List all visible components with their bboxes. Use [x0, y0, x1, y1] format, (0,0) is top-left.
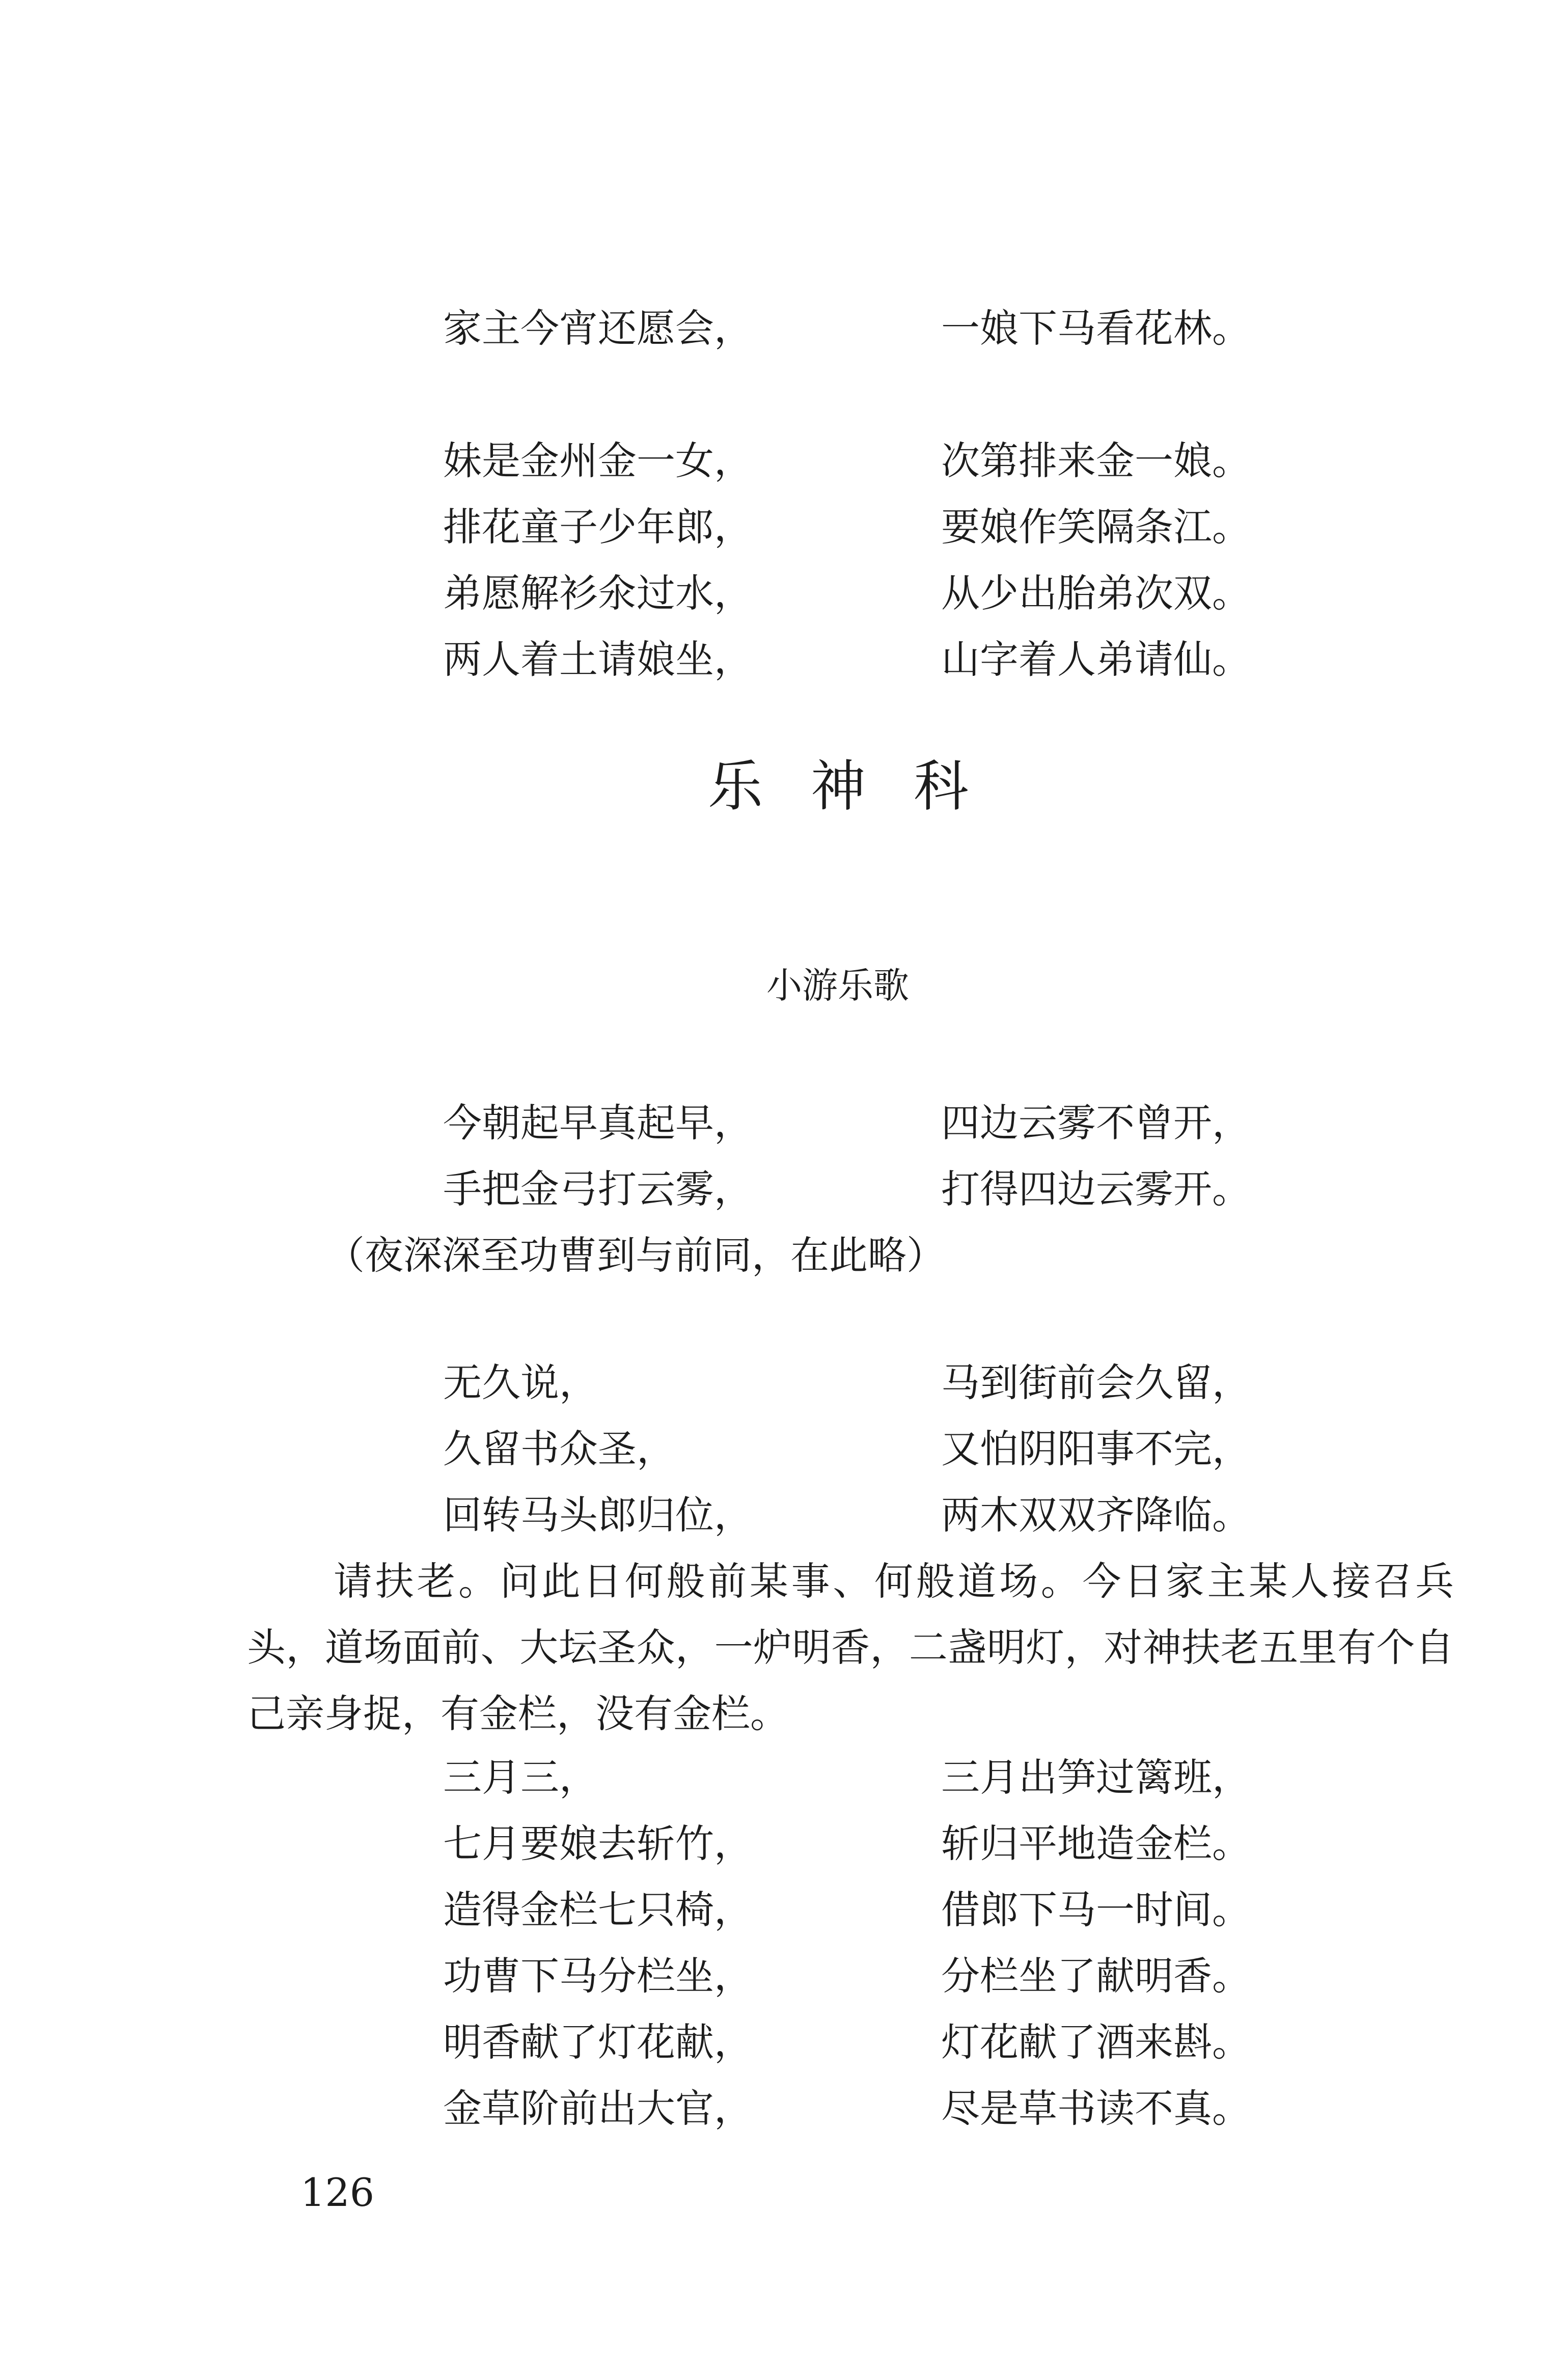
- verse-right: 分栏坐了献明香。: [941, 1953, 1251, 1999]
- verse-line: [0, 2076, 1568, 2142]
- verse-right: 次第排来金一娘。: [941, 438, 1251, 483]
- verse-line: [0, 1877, 1568, 1943]
- verse-line: [0, 1350, 1568, 1416]
- verse-line: [0, 1090, 1568, 1156]
- verse-right: 三月出笋过篱班，: [941, 1755, 1251, 1800]
- verse-left: 造得金栏七只椅，: [443, 1887, 753, 1932]
- verse-line: [0, 1416, 1568, 1482]
- verse-left: 金草阶前出大官，: [443, 2086, 753, 2131]
- verse-right: 灯花献了酒来斟。: [941, 2020, 1251, 2065]
- verse-right: 尽是草书读不真。: [941, 2086, 1251, 2131]
- verse-left: 手把金弓打云雾，: [443, 1166, 753, 1212]
- verse-line: [0, 1156, 1568, 1222]
- subsection-title: 小游乐歌: [766, 965, 909, 1006]
- verse-left: 排花童子少年郎，: [443, 504, 753, 550]
- verse-left: 弟愿解衫氽过水，: [443, 570, 753, 616]
- prose-paragraph: 请扶老。问此日何般前某事、何般道场。今日家主某人接召兵头，道场面前、大坛圣众，一炉明香，二盏明灯，对神扶老五里有个自己亲身捉，有金栏，没有金栏。: [247, 1559, 1454, 1736]
- verse-line: [0, 2009, 1568, 2076]
- verse-right: 两木双双齐降临。: [941, 1492, 1251, 1538]
- verse-right: 要娘作笑隔条江。: [941, 504, 1251, 550]
- verse-line: [0, 626, 1568, 693]
- verse-right: 斩归平地造金栏。: [941, 1821, 1251, 1866]
- verse-right: 一娘下马看花林。: [941, 306, 1251, 351]
- verse-left: 七月要娘去斩竹，: [443, 1821, 753, 1866]
- verse-line: [0, 428, 1568, 494]
- verse-right: 马到街前会久留，: [941, 1360, 1251, 1405]
- verse-right: 借郎下马一时间。: [941, 1887, 1251, 1932]
- verse-line: [0, 560, 1568, 626]
- verse-left: 回转马头郎归位，: [443, 1492, 753, 1538]
- verse-right: 又怕阴阳事不完，: [941, 1426, 1251, 1471]
- editorial-note: （夜深深至功曹到与前同，在此略）: [326, 1233, 945, 1278]
- verse-line: [0, 494, 1568, 560]
- verse-line: [0, 1811, 1568, 1877]
- verse-left: 家主今宵还愿会，: [443, 306, 753, 351]
- verse-line: [0, 1744, 1568, 1811]
- verse-left: 久留书众圣，: [443, 1426, 675, 1471]
- verse-line: [0, 1482, 1568, 1548]
- verse-left: 两人着土请娘坐，: [443, 637, 753, 682]
- verse-line: [0, 1943, 1568, 2009]
- verse-left: 无久说，: [443, 1360, 598, 1405]
- verse-left: 妹是金州金一女，: [443, 438, 753, 483]
- section-title: 乐神科: [708, 755, 1017, 818]
- verse-line: [0, 295, 1568, 362]
- verse-right: 从少出胎弟次双。: [941, 570, 1251, 616]
- verse-left: 三月三，: [443, 1755, 598, 1800]
- verse-right: 山字着人弟请仙。: [941, 637, 1251, 682]
- page-number: 126: [300, 2170, 375, 2215]
- verse-left: 今朝起早真起早，: [443, 1100, 753, 1145]
- verse-left: 明香献了灯花献，: [443, 2020, 753, 2065]
- verse-left: 功曹下马分栏坐，: [443, 1953, 753, 1999]
- verse-right: 四边云雾不曾开，: [941, 1100, 1251, 1145]
- verse-right: 打得四边云雾开。: [941, 1166, 1251, 1212]
